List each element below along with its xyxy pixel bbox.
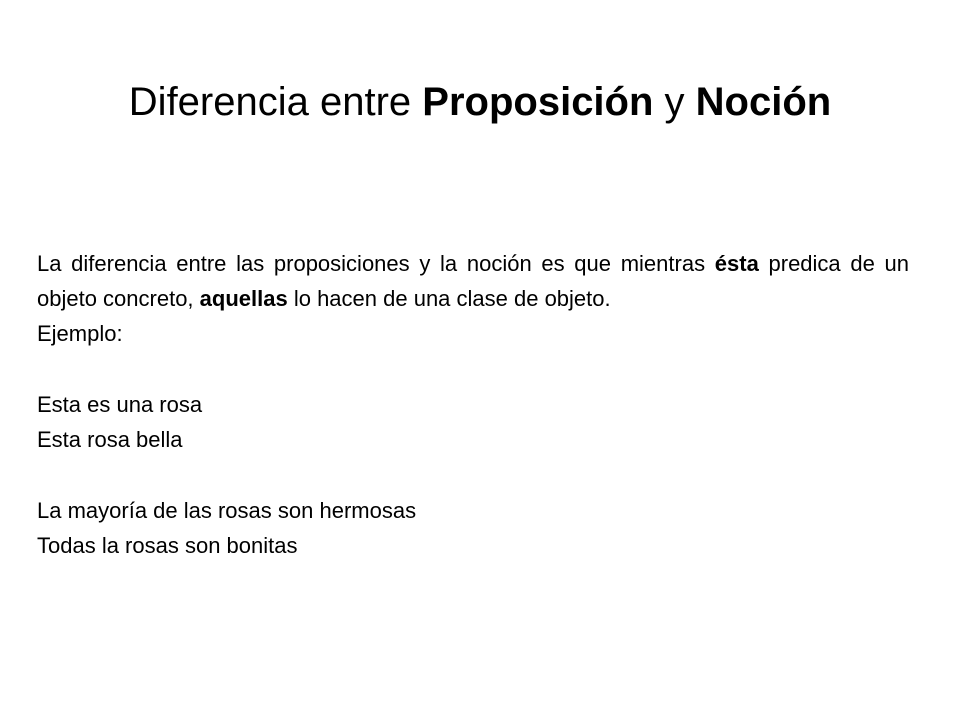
title-term-proposicion: Proposición (422, 80, 654, 124)
spacer (37, 351, 909, 387)
spacer (37, 457, 909, 493)
definition-bold-aquellas: aquellas (199, 286, 288, 311)
definition-paragraph (37, 246, 909, 316)
title-prefix: Diferencia entre (128, 80, 423, 124)
example-singular-1: Esta es una rosa (37, 392, 203, 417)
example-singular-2: Esta rosa bella (37, 427, 183, 452)
definition-bold-esta: ésta (714, 251, 759, 276)
definition-part-3: lo hacen de una clase de objeto. (287, 286, 611, 311)
definition-part-2: predica de un objeto concreto, (37, 251, 909, 311)
example-label: Ejemplo: (37, 321, 123, 346)
example-general-2: Todas la rosas son bonitas (37, 533, 298, 558)
slide-title (0, 72, 960, 132)
example-general-1: La mayoría de las rosas son hermosas (37, 498, 417, 523)
title-connector: y (653, 80, 696, 124)
title-term-nocion: Noción (695, 80, 832, 124)
slide-body (37, 246, 909, 563)
definition-part-1: La diferencia entre las proposiciones y la noción es que mientras (37, 251, 715, 276)
